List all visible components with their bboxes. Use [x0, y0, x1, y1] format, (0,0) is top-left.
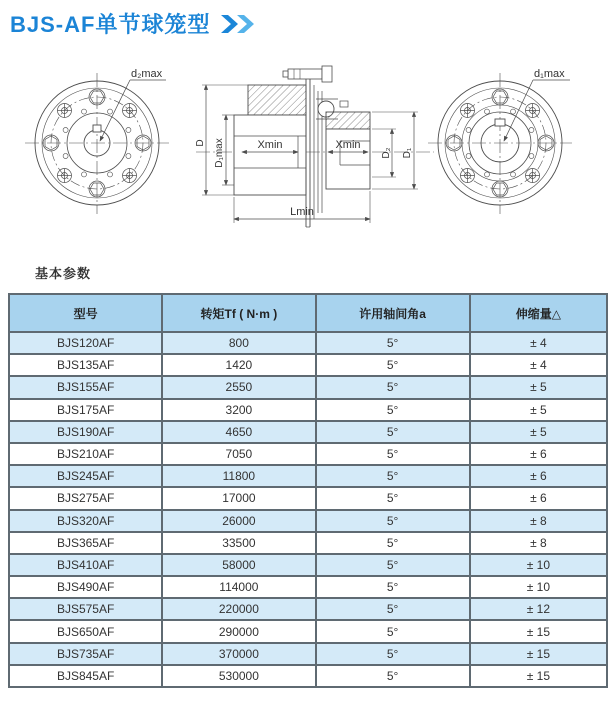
parameters-table — [8, 293, 608, 688]
table-row — [9, 598, 607, 620]
dim-label-Lmin: Lmin — [290, 206, 314, 218]
table-cell: ± 6 — [470, 487, 607, 509]
page-title: BJS-AF单节球笼型 — [10, 12, 211, 37]
table-cell: BJS175AF — [9, 399, 162, 421]
double-chevron-right-icon — [220, 14, 262, 34]
table-cell: ± 8 — [470, 532, 607, 554]
table-cell: ± 15 — [470, 643, 607, 665]
table-cell: ± 5 — [470, 421, 607, 443]
dim-label-D1max: D₁max — [214, 138, 225, 168]
table-row — [9, 332, 607, 354]
table-cell: 5° — [316, 332, 470, 354]
technical-drawings — [0, 57, 616, 247]
table-row — [9, 510, 607, 532]
dim-label-d2max: d₂max — [131, 68, 163, 80]
table-cell: BJS155AF — [9, 376, 162, 398]
table-cell: ± 8 — [470, 510, 607, 532]
table-cell: 1420 — [162, 354, 315, 376]
table-cell: 5° — [316, 354, 470, 376]
table-cell: 5° — [316, 665, 470, 687]
table-cell: BJS650AF — [9, 620, 162, 642]
dim-label-D: D — [195, 139, 206, 147]
table-cell: 58000 — [162, 554, 315, 576]
table-cell: 5° — [316, 465, 470, 487]
dim-label-d1max: d₁max — [534, 68, 565, 80]
table-cell: ± 4 — [470, 354, 607, 376]
table-cell: BJS120AF — [9, 332, 162, 354]
page-header — [10, 8, 262, 39]
table-cell: 5° — [316, 421, 470, 443]
table-cell: ± 15 — [470, 665, 607, 687]
table-cell: 5° — [316, 554, 470, 576]
table-cell: BJS275AF — [9, 487, 162, 509]
table-cell: 2550 — [162, 376, 315, 398]
table-cell: BJS245AF — [9, 465, 162, 487]
table-cell: ± 5 — [470, 399, 607, 421]
table-cell: 5° — [316, 487, 470, 509]
dim-label-D2: D₂ — [381, 147, 392, 159]
table-cell: BJS190AF — [9, 421, 162, 443]
col-header-model: 型号 — [9, 294, 162, 332]
table-cell: 5° — [316, 443, 470, 465]
table-cell: 220000 — [162, 598, 315, 620]
table-cell: 114000 — [162, 576, 315, 598]
table-cell: 800 — [162, 332, 315, 354]
table-row — [9, 554, 607, 576]
table-cell: ± 10 — [470, 554, 607, 576]
table-cell: 11800 — [162, 465, 315, 487]
table-cell: 5° — [316, 643, 470, 665]
dim-label-Xmin-left: Xmin — [257, 139, 283, 151]
table-cell: BJS575AF — [9, 598, 162, 620]
table-cell: BJS135AF — [9, 354, 162, 376]
table-cell: ± 4 — [470, 332, 607, 354]
table-row — [9, 421, 607, 443]
table-cell: ± 12 — [470, 598, 607, 620]
dim-label-D1: D₁ — [402, 147, 413, 159]
table-cell: 5° — [316, 510, 470, 532]
table-body — [9, 332, 607, 687]
table-cell: 5° — [316, 620, 470, 642]
table-cell: 3200 — [162, 399, 315, 421]
table-cell: BJS365AF — [9, 532, 162, 554]
table-cell: 5° — [316, 576, 470, 598]
table-cell: BJS490AF — [9, 576, 162, 598]
coupling-drawing — [0, 57, 616, 247]
table-row — [9, 532, 607, 554]
table-row — [9, 665, 607, 687]
table-row — [9, 354, 607, 376]
right-flange-view — [428, 73, 572, 214]
table-cell: BJS210AF — [9, 443, 162, 465]
table-row — [9, 487, 607, 509]
table-cell: ± 6 — [470, 465, 607, 487]
table-cell: 26000 — [162, 510, 315, 532]
table-cell: 370000 — [162, 643, 315, 665]
table-header-row — [9, 294, 607, 332]
table-cell: ± 10 — [470, 576, 607, 598]
col-header-expansion: 伸缩量△ — [470, 294, 607, 332]
table-cell: 5° — [316, 598, 470, 620]
col-header-torque: 转矩Tf ( N·m ) — [162, 294, 315, 332]
table-cell: 4650 — [162, 421, 315, 443]
table-cell: 33500 — [162, 532, 315, 554]
table-cell: ± 5 — [470, 376, 607, 398]
table-row — [9, 643, 607, 665]
table-row — [9, 376, 607, 398]
table-cell: 7050 — [162, 443, 315, 465]
table-cell: 530000 — [162, 665, 315, 687]
table-cell: 5° — [316, 399, 470, 421]
table-section-label: 基本参数 — [35, 266, 92, 281]
table-cell: BJS320AF — [9, 510, 162, 532]
table-cell: ± 6 — [470, 443, 607, 465]
table-row — [9, 620, 607, 642]
section-view — [196, 66, 434, 227]
table-cell: BJS410AF — [9, 554, 162, 576]
table-row — [9, 443, 607, 465]
table-cell: ± 15 — [470, 620, 607, 642]
table-row — [9, 576, 607, 598]
table-cell: 5° — [316, 376, 470, 398]
table-cell: BJS845AF — [9, 665, 162, 687]
table-cell: 290000 — [162, 620, 315, 642]
table-cell: BJS735AF — [9, 643, 162, 665]
left-flange-view — [25, 73, 169, 214]
table-row — [9, 465, 607, 487]
col-header-shaft-angle: 许用轴间角a — [316, 294, 470, 332]
table-cell: 5° — [316, 532, 470, 554]
table-cell: 17000 — [162, 487, 315, 509]
table-row — [9, 399, 607, 421]
dim-label-Xmin-right: Xmin — [335, 139, 361, 151]
